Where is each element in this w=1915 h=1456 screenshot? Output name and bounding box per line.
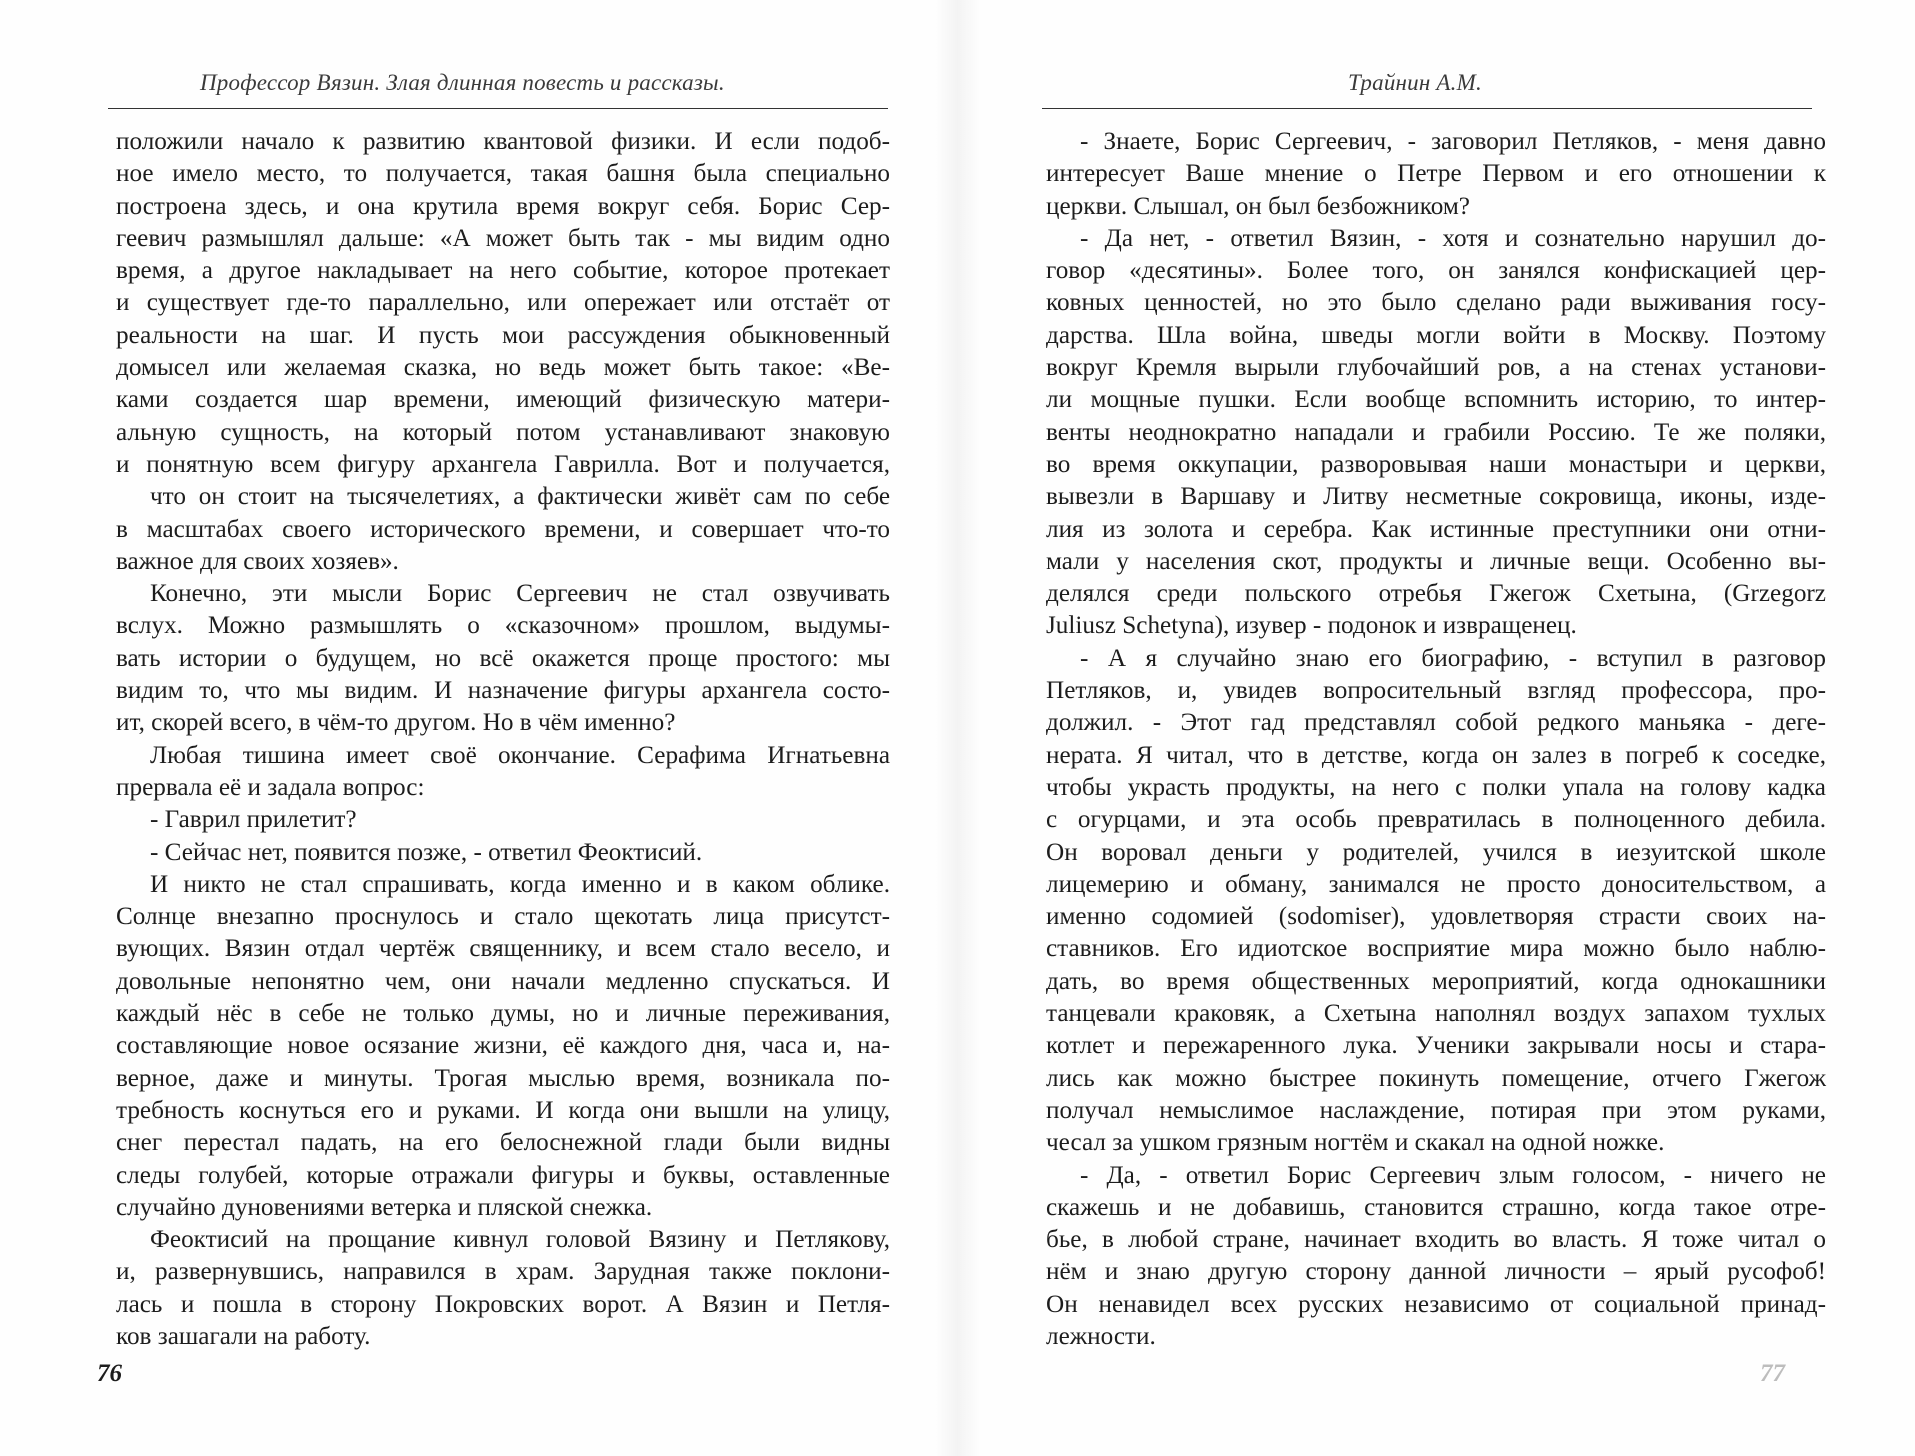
text-line: Конечно, эти мысли Борис Сергеевич не стал озвучивать — [150, 580, 890, 608]
text-line: в масштабах своего исторического времени, и совершает что-то — [116, 515, 890, 543]
text-line: ками создается шар времени, имеющий физическую матери- — [116, 386, 890, 414]
text-line: мали у населения скот, продукты и личные вещи. Особенно вы- — [1046, 547, 1826, 575]
text-line: прервала её и задала вопрос: — [116, 773, 425, 801]
text-line: церкви. Слышал, он был безбожником? — [1046, 192, 1470, 220]
text-line: и понятную всем фигуру архангела Гаврилла. Вот и получается, — [116, 450, 890, 478]
text-line: ит, скорей всего, в чём-то другом. Но в чём именно? — [116, 709, 676, 737]
text-line: - Да, - ответил Борис Сергеевич злым голосом, - ничего не — [1080, 1161, 1826, 1189]
right-page — [950, 0, 1915, 1456]
left-header-rule — [108, 108, 888, 109]
text-line: во время оккупации, разворовывая наши монастыри и церкви, — [1046, 450, 1826, 478]
text-line: - А я случайно знаю его биографию, - вступил в разговор — [1080, 644, 1826, 672]
text-line: танцевали краковяк, а Схетына наполнял воздух запахом тухлых — [1046, 1000, 1826, 1028]
right-running-head: Трайнин А.М. — [1348, 70, 1482, 95]
text-line: Juliusz Schetyna), изувер - подонок и извращенец. — [1046, 612, 1577, 640]
text-line: довольные непонятно чем, они начали медленно спускаться. И — [116, 967, 890, 995]
right-page-number: 77 — [1760, 1360, 1785, 1387]
text-line: - Знаете, Борис Сергеевич, - заговорил Петляков, - меня давно — [1080, 128, 1826, 155]
text-line: ное имело место, то получается, такая башня была специально — [116, 160, 890, 188]
text-line: время, а другое накладывает на него событие, которое протекает — [116, 257, 890, 285]
left-page-number: 76 — [97, 1360, 122, 1387]
text-line: дарства. Шла война, шведы могли войти в Москву. Поэтому — [1046, 321, 1826, 349]
text-line: альную сущность, на который потом устанавливают знаковую — [116, 418, 890, 446]
text-line: чесал за ушком грязным ногтём и скакал на одной ножке. — [1046, 1129, 1665, 1157]
text-line: геевич размышлял дальше: «А может быть так - мы видим одно — [116, 224, 890, 252]
text-line: с огурцами, и эта особь превратилась в полноценного дебила. — [1046, 806, 1826, 834]
text-line: получал немыслимое наслаждение, потирая при этом руками, — [1046, 1096, 1826, 1124]
text-line: лись как можно быстрее покинуть помещение, отчего Гжегож — [1046, 1064, 1826, 1092]
text-line: что он стоит на тысячелетиях, а фактически живёт сам по себе — [150, 483, 890, 511]
right-page-body — [1046, 126, 1826, 1353]
text-line: Он ненавидел всех русских независимо от социальной принад- — [1046, 1290, 1826, 1318]
text-line: домысел или желаемая сказка, но ведь может быть такое: «Ве- — [116, 354, 890, 382]
text-line: Петляков, и, увидев вопросительный взгляд профессора, про- — [1046, 677, 1826, 705]
text-line: - Сейчас нет, появится позже, - ответил Феоктисий. — [150, 838, 703, 866]
text-line: именно содомией (sodomiser), удовлетворяя страсти своих на- — [1046, 903, 1826, 931]
text-line: интересует Ваше мнение о Петре Первом и его отношении к — [1046, 160, 1826, 188]
text-line: вать истории о будущем, но всё окажется проще простого: мы — [116, 644, 890, 672]
text-line: случайно дуновениями ветерка и пляской снежка. — [116, 1193, 653, 1221]
text-line: лицемерию и обману, занимался не просто доносительством, а — [1046, 870, 1826, 898]
text-line: следы голубей, которые отражали фигуры и буквы, оставленные — [116, 1161, 890, 1189]
text-line: котлет и пережаренного лука. Ученики закрывали носы и стара- — [1046, 1032, 1826, 1060]
text-line: вующих. Вязин отдал чертёж священнику, и всем стало весело, и — [116, 935, 890, 963]
text-line: лия из золота и серебра. Как истинные преступники они отни- — [1046, 515, 1826, 543]
text-line: реальности на шаг. И пусть мои рассуждения обыкновенный — [116, 321, 890, 349]
text-line: вокруг Кремля вырыли глубочайший ров, а на стенах установи- — [1046, 354, 1826, 382]
text-line: лась и пошла в сторону Покровских ворот. А Вязин и Петля- — [116, 1290, 890, 1318]
text-line: и существует где-то параллельно, или опережает или отстаёт от — [116, 289, 890, 317]
right-header-rule — [1042, 108, 1812, 109]
text-line: вывезли в Варшаву и Литву несметные сокровища, иконы, изде- — [1046, 483, 1826, 511]
text-line: снег перестал падать, на его белоснежной глади были видны — [116, 1129, 890, 1157]
text-line: составляющие новое осязание жизни, её каждого дня, часа и, на- — [116, 1032, 890, 1060]
text-line: должил. - Этот гад представлял собой редкого маньяка - деге- — [1046, 709, 1826, 737]
text-line: дать, во время общественных мероприятий, когда однокашники — [1046, 967, 1826, 995]
text-line: Солнце внезапно проснулось и стало щекотать лица присутст- — [116, 903, 890, 931]
text-line: лежности. — [1046, 1322, 1156, 1350]
text-line: Он воровал деньги у родителей, учился в иезуитской школе — [1046, 838, 1826, 866]
text-line: нерата. Я читал, что в детстве, когда он залез в погреб к соседке, — [1046, 741, 1826, 769]
text-line: важное для своих хозяев». — [116, 547, 399, 575]
text-line: построена здесь, и она крутила время вокруг себя. Борис Сер- — [116, 192, 890, 220]
left-page — [0, 0, 950, 1456]
text-line: ков зашагали на работу. — [116, 1322, 371, 1350]
text-line: - Да нет, - ответил Вязин, - хотя и сознательно нарушил до- — [1080, 224, 1826, 252]
text-line: требность коснуться его и руками. И когда они вышли на улицу, — [116, 1096, 890, 1124]
text-line: ли мощные пушки. Если вообще вспомнить историю, то интер- — [1046, 386, 1826, 414]
text-line: Феоктисий на прощание кивнул головой Вязину и Петлякову, — [150, 1226, 890, 1254]
text-line: каждый нёс в себе не только думы, но и личные переживания, — [116, 1000, 890, 1028]
text-line: Любая тишина имеет своё окончание. Серафима Игнатьевна — [150, 741, 890, 769]
text-line: вслух. Можно размышлять о «сказочном» прошлом, выдумы- — [116, 612, 890, 640]
left-running-head: Профессор Вязин. Злая длинная повесть и рассказы. — [200, 70, 725, 95]
text-line: чтобы украсть продукты, на него с полки упала на голову кадка — [1046, 773, 1826, 801]
text-line: делялся среди польского отребья Гжегож Схетына, (Grzegorz — [1046, 580, 1826, 608]
text-line: положили начало к развитию квантовой физики. И если подоб- — [116, 128, 890, 155]
text-line: бье, в любой стране, начинает входить во власть. Я тоже читал о — [1046, 1226, 1826, 1254]
text-line: ковных ценностей, но это было сделано ради выживания госу- — [1046, 289, 1826, 317]
text-line: нём и знаю другую сторону данной личности – ярый русофоб! — [1046, 1258, 1826, 1286]
text-line: венты неоднократно нападали и грабили Россию. Те же поляки, — [1046, 418, 1826, 446]
text-line: ставников. Его идиотское восприятие мира можно было наблю- — [1046, 935, 1826, 963]
text-line: верное, даже и минуты. Трогая мыслью время, возникала по- — [116, 1064, 890, 1092]
text-line: И никто не стал спрашивать, когда именно и в каком облике. — [150, 870, 890, 898]
left-page-body — [116, 126, 890, 1353]
text-line: и, развернувшись, направился в храм. Зарудная также поклони- — [116, 1258, 890, 1286]
text-line: говор «десятины». Более того, он занялся конфискацией цер- — [1046, 257, 1826, 285]
text-line: видим то, что мы видим. И назначение фигуры архангела состо- — [116, 677, 890, 705]
text-line: - Гаврил прилетит? — [150, 806, 357, 834]
text-line: скажешь и не добавишь, становится страшно, когда такое отре- — [1046, 1193, 1826, 1221]
